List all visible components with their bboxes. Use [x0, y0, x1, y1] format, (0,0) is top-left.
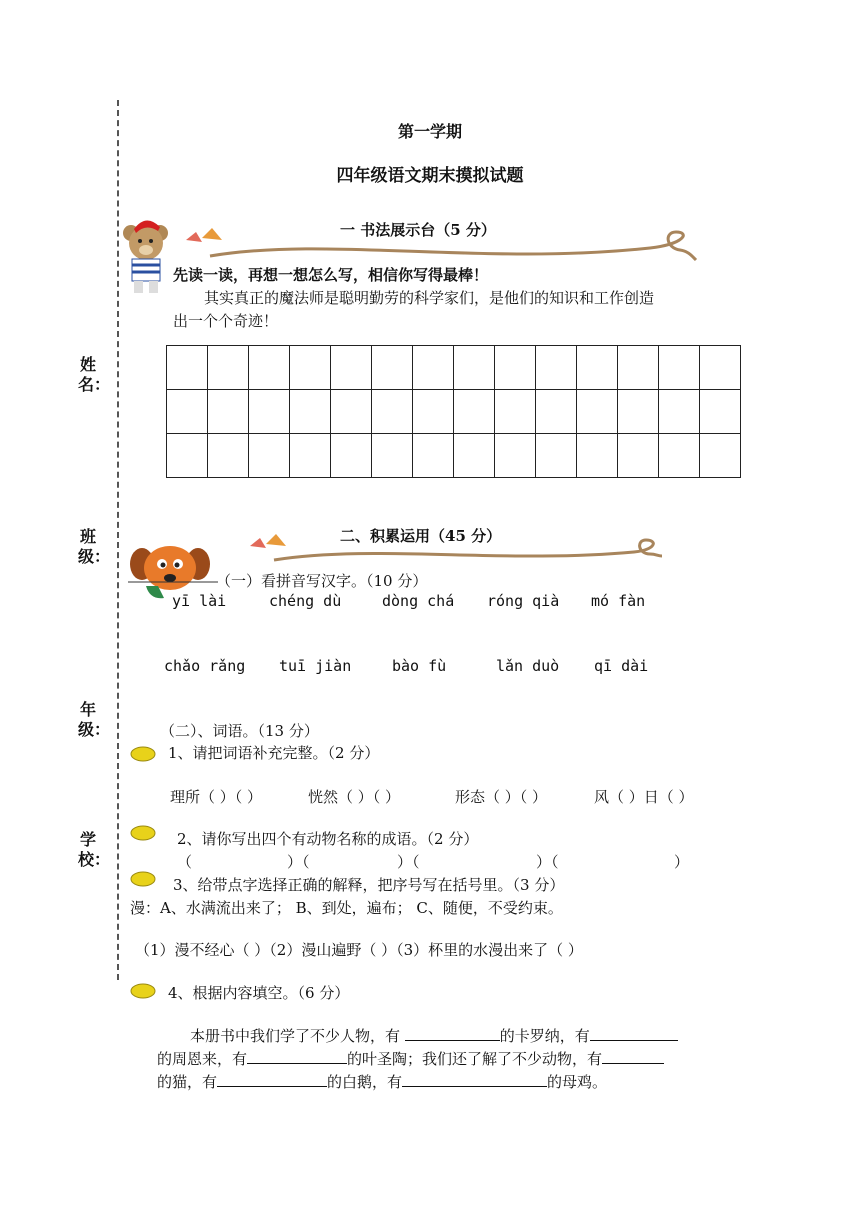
q4-blank[interactable]	[217, 1072, 327, 1087]
grid-row	[167, 346, 741, 390]
semester-title: 第一学期	[397, 122, 462, 141]
q3-options: 漫：A、水满流出来了； B、到处，遍布； C、随便，不受约束。	[130, 899, 563, 917]
school-label: 学校：	[78, 830, 111, 869]
q4-text: 本册书中我们学了不少人物，有	[190, 1027, 401, 1045]
grid-cell[interactable]	[372, 390, 413, 434]
name-label: 姓名：	[78, 355, 111, 394]
grid-cell[interactable]	[577, 434, 618, 478]
passage-line2: 出一个个奇迹！	[173, 312, 279, 330]
grid-cell[interactable]	[331, 390, 372, 434]
part1-title: （一）看拼音写汉字。（10 分）	[216, 572, 428, 590]
q4-blank[interactable]	[402, 1072, 547, 1087]
q4-text: 的卡罗纳，有	[499, 1027, 590, 1045]
grid-cell[interactable]	[700, 346, 741, 390]
grid-cell[interactable]	[372, 346, 413, 390]
grid-cell[interactable]	[208, 346, 249, 390]
passage-line1: 其实真正的魔法师是聪明勤劳的科学家们，是他们的知识和工作创造	[204, 289, 655, 307]
grid-cell[interactable]	[454, 434, 495, 478]
grid-cell[interactable]	[249, 390, 290, 434]
grid-cell[interactable]	[413, 390, 454, 434]
grid-cell[interactable]	[700, 434, 741, 478]
q4-text: 的母鸡。	[547, 1073, 608, 1091]
grid-row	[167, 434, 741, 478]
grid-cell[interactable]	[577, 346, 618, 390]
grid-cell[interactable]	[249, 346, 290, 390]
grid-cell[interactable]	[413, 346, 454, 390]
q2-blank-mark: ）（	[287, 853, 310, 871]
q2-blank-mark: ）	[674, 853, 690, 871]
grid-cell[interactable]	[290, 434, 331, 478]
q4-text: 的叶圣陶；我们还了解了不少动物，有	[347, 1050, 603, 1068]
q4-blank[interactable]	[602, 1049, 664, 1064]
pinyin-item: mó fàn	[591, 592, 646, 610]
grid-cell[interactable]	[536, 390, 577, 434]
grid-cell[interactable]	[536, 346, 577, 390]
ribbon-decoration-icon	[244, 532, 664, 572]
q3-items: （1）漫不经心（ ）（2）漫山遍野（ ）（3）杯里的水漫出来了（ ）	[135, 941, 583, 959]
lemon-bullet-icon	[130, 824, 156, 842]
grid-cell[interactable]	[290, 346, 331, 390]
q2-blank-mark: ）（	[397, 853, 420, 871]
grid-cell[interactable]	[372, 434, 413, 478]
grid-cell[interactable]	[331, 434, 372, 478]
pinyin-item: bào fù	[392, 657, 447, 675]
grid-cell[interactable]	[167, 346, 208, 390]
pinyin-item: tuī jiàn	[279, 657, 352, 675]
pinyin-item: qī dài	[594, 657, 649, 675]
q4-line1	[190, 1025, 678, 1046]
grid-cell[interactable]	[659, 346, 700, 390]
pinyin-item: lǎn duò	[496, 657, 560, 675]
grid-cell[interactable]	[454, 346, 495, 390]
bear-illustration-icon	[120, 215, 175, 297]
q4-blank[interactable]	[247, 1049, 347, 1064]
lemon-bullet-icon	[130, 745, 156, 763]
grid-cell[interactable]	[495, 434, 536, 478]
q1-item: 形态（ ）（ ）	[455, 788, 548, 806]
grid-cell[interactable]	[413, 434, 454, 478]
lemon-bullet-icon	[130, 982, 156, 1000]
q4-blank[interactable]	[405, 1026, 500, 1041]
q4-line2	[157, 1048, 664, 1069]
grid-cell[interactable]	[577, 390, 618, 434]
q3-title: 3、给带点字选择正确的解释，把序号写在括号里。（3 分）	[173, 876, 565, 894]
q1-item: 恍然（ ）（ ）	[308, 788, 401, 806]
grid-cell[interactable]	[618, 434, 659, 478]
q1-item: 理所（ ）（ ）	[170, 788, 263, 806]
pinyin-item: dòng chá	[382, 592, 455, 610]
grid-cell[interactable]	[659, 390, 700, 434]
q1-item: 风（ ）日（ ）	[594, 788, 694, 806]
part2-title: （二）、词语。（13 分）	[160, 722, 319, 740]
q2-blank-mark: ）（	[536, 853, 559, 871]
grade-label: 年级：	[78, 700, 111, 739]
exam-title: 四年级语文期末摸拟试题	[336, 166, 524, 186]
grid-cell[interactable]	[618, 390, 659, 434]
section1-heading: 一 书法展示台（5 分）	[340, 221, 496, 239]
q4-text: 的周恩来，有	[157, 1050, 248, 1068]
grid-cell[interactable]	[700, 390, 741, 434]
pinyin-item: chéng dù	[269, 592, 342, 610]
grid-cell[interactable]	[618, 346, 659, 390]
grid-cell[interactable]	[454, 390, 495, 434]
q2-blank-mark: （	[177, 853, 193, 871]
grid-cell[interactable]	[495, 346, 536, 390]
grid-cell[interactable]	[167, 390, 208, 434]
pinyin-item: róng qià	[487, 592, 560, 610]
q4-blank[interactable]	[590, 1026, 678, 1041]
writing-grid	[166, 345, 741, 478]
grid-row	[167, 390, 741, 434]
grid-cell[interactable]	[659, 434, 700, 478]
q4-title: 4、根据内容填空。（6 分）	[168, 984, 350, 1002]
section2-heading: 二、积累运用（45 分）	[340, 527, 502, 545]
grid-cell[interactable]	[290, 390, 331, 434]
grid-cell[interactable]	[167, 434, 208, 478]
binding-dashed-line	[117, 100, 119, 980]
grid-cell[interactable]	[208, 390, 249, 434]
grid-cell[interactable]	[249, 434, 290, 478]
q4-text: 的猫，有	[157, 1073, 218, 1091]
pinyin-item: yī lài	[172, 592, 227, 610]
grid-cell[interactable]	[536, 434, 577, 478]
q1-title: 1、请把词语补充完整。（2 分）	[168, 744, 380, 762]
lemon-bullet-icon	[130, 870, 156, 888]
pinyin-item: chǎo rǎng	[164, 657, 246, 675]
section1-instruction: 先读一读，再想一想怎么写，相信你写得最棒！	[173, 266, 489, 284]
q4-line3	[157, 1071, 607, 1092]
class-label: 班级：	[78, 527, 111, 566]
grid-cell[interactable]	[495, 390, 536, 434]
q4-text: 的白鹅，有	[327, 1073, 403, 1091]
grid-cell[interactable]	[208, 434, 249, 478]
grid-cell[interactable]	[331, 346, 372, 390]
q2-title: 2、请你写出四个有动物名称的成语。（2 分）	[177, 830, 479, 848]
